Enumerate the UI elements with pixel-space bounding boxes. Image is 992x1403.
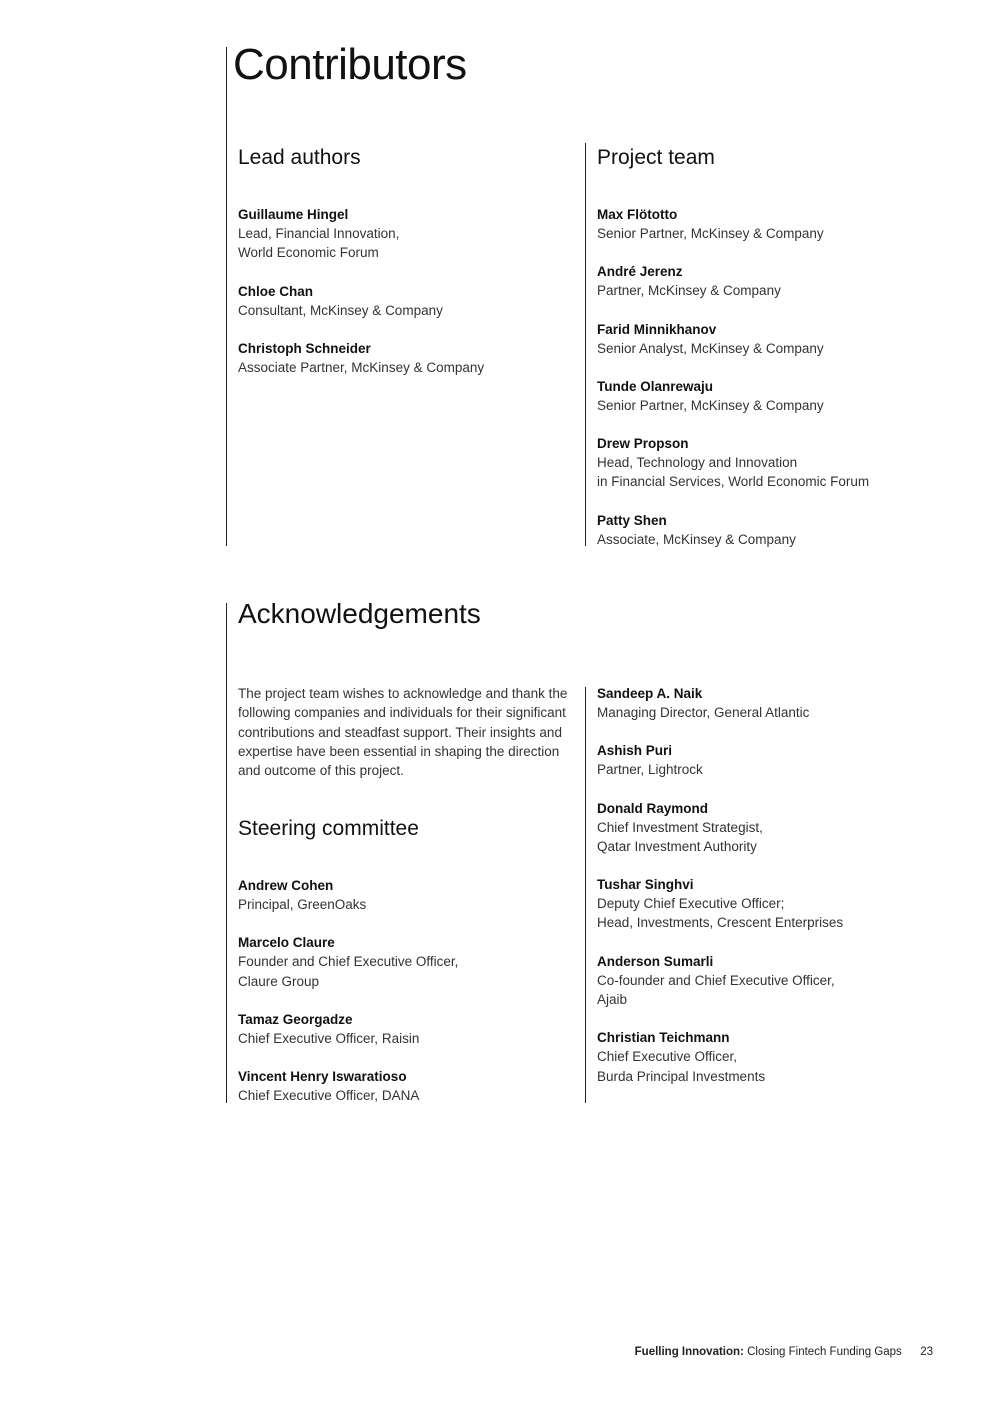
person-name: Marcelo Claure [238,935,335,951]
list-item [238,339,578,377]
list-item [597,434,957,492]
person-role: Associate, McKinsey & Company [597,531,796,547]
list-item [597,511,957,549]
acknowledgements-intro: The project team wishes to acknowledge and thank the following companies and individuals for their significant contributions and steadfast support. Their insights and expertise have been essential in shaping the direction and outcome of this project. [238,686,568,779]
person-name: Chloe Chan [238,283,314,299]
list-item [597,952,957,1010]
person-role: Partner, Lightrock [597,762,703,778]
list-item [597,684,957,722]
person-role: Associate Partner, McKinsey & Company [238,359,485,375]
acknowledgements-right-list [597,684,957,1105]
person-name: Christian Teichmann [597,1030,730,1046]
list-item [597,205,957,243]
lead-authors-list [238,205,578,396]
person-role: Lead, Financial Innovation, World Economic Forum [238,226,400,261]
footer-report-subtitle: Closing Fintech Funding Gaps [747,1346,902,1358]
person-name: André Jerenz [597,264,683,280]
list-item [597,1028,957,1086]
footer-report-title: Fuelling Innovation: [634,1346,744,1358]
person-name: Guillaume Hingel [238,207,349,222]
person-name: Tamaz Georgadze [238,1011,353,1027]
person-role: Head, Technology and Innovation in Financial Services, World Economic Forum [597,455,870,490]
person-role: Consultant, McKinsey & Company [238,302,443,318]
person-name: Sandeep A. Naik [597,686,703,701]
person-name: Drew Propson [597,436,689,452]
list-item [238,876,578,914]
person-name: Tushar Singhvi [597,877,694,893]
person-role: Co-founder and Chief Executive Officer, Ajaib [597,972,835,1008]
person-role: Partner, McKinsey & Company [597,283,781,299]
list-item [238,205,578,263]
person-role: Chief Investment Strategist, Qatar Investment Authority [597,819,763,854]
list-item [597,741,957,779]
person-role: Managing Director, General Atlantic [597,705,810,720]
person-name: Andrew Cohen [238,878,334,893]
list-item [238,1067,578,1105]
person-name: Patty Shen [597,512,667,528]
list-item [597,377,957,415]
person-role: Chief Executive Officer, DANA [238,1088,420,1104]
list-item [238,282,578,320]
lead-authors-heading: Lead authors [238,146,361,169]
person-role: Founder and Chief Executive Officer, Claure Group [238,954,459,989]
person-name: Ashish Puri [597,743,673,759]
person-role: Senior Partner, McKinsey & Company [597,226,824,241]
person-name: Farid Minnikhanov [597,321,717,337]
project-team-heading: Project team [597,146,715,169]
acknowledgements-left-rule [226,603,227,1103]
list-item [238,1010,578,1048]
person-name: Vincent Henry Iswaratioso [238,1069,407,1085]
list-item [597,875,957,933]
person-name: Anderson Sumarli [597,953,714,969]
person-name: Tunde Olanrewaju [597,378,714,394]
acknowledgements-right-rule [585,687,586,1103]
list-item [597,262,957,300]
person-role: Chief Executive Officer, Raisin [238,1030,420,1046]
project-team-list [597,205,957,568]
list-item [597,799,957,857]
person-role: Senior Analyst, McKinsey & Company [597,340,824,356]
page-footer [635,1346,933,1358]
person-name: Donald Raymond [597,800,709,816]
person-role: Senior Partner, McKinsey & Company [597,397,824,413]
person-role: Principal, GreenOaks [238,897,367,912]
person-role: Deputy Chief Executive Officer; Head, Investments, Crescent Enterprises [597,896,844,931]
person-name: Christoph Schneider [238,340,371,356]
person-role: Chief Executive Officer, Burda Principal Investments [597,1049,766,1084]
acknowledgements-title: Acknowledgements [238,598,481,629]
project-team-rule [585,143,586,546]
page-title: Contributors [233,40,467,89]
list-item [238,933,578,991]
steering-committee-heading: Steering committee [238,817,419,840]
person-name: Max Flötotto [597,207,678,222]
list-item [597,320,957,358]
steering-committee-list [238,876,578,1124]
contributors-left-rule [226,47,227,546]
page-number: 23 [920,1346,933,1358]
